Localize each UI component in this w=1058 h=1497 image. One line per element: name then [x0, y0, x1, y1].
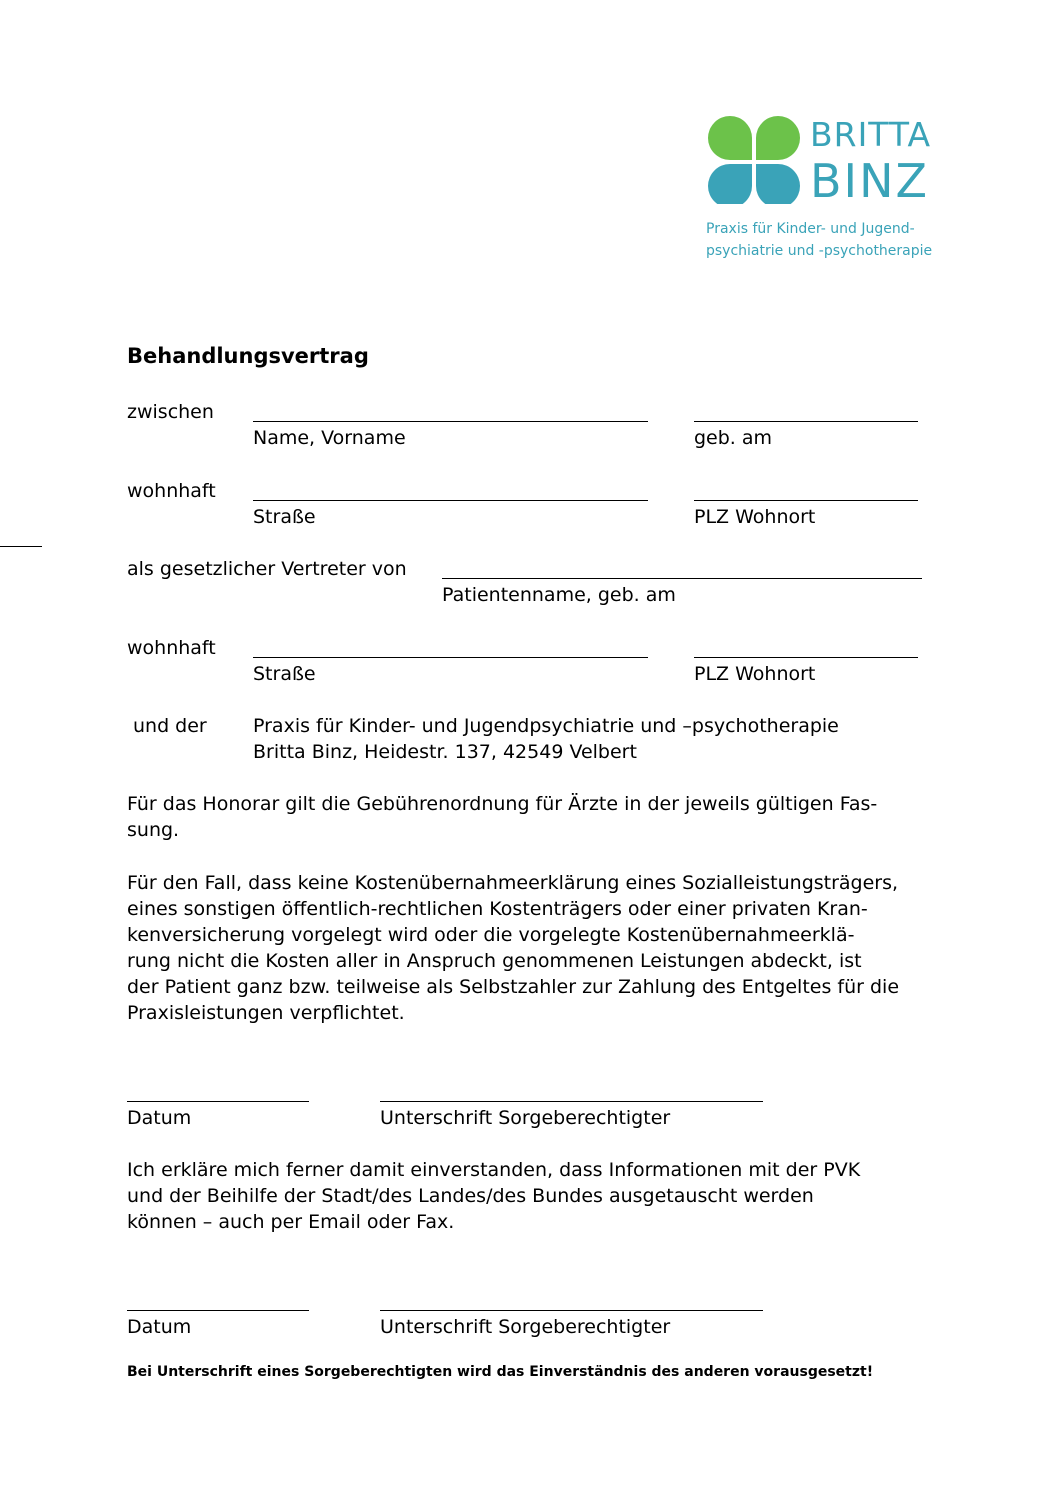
signature-field-line-1[interactable]	[380, 1101, 763, 1102]
patient-caption: Patientenname, geb. am	[442, 584, 676, 606]
city-field-line-2[interactable]	[694, 657, 918, 658]
signature-caption-1: Unterschrift Sorgeberechtigter	[380, 1107, 671, 1129]
birthdate-field-line[interactable]	[694, 421, 918, 422]
clover-icon	[706, 116, 802, 204]
fold-mark	[0, 546, 42, 547]
name-caption: Name, Vorname	[253, 427, 406, 449]
logo-subtitle-line1: Praxis für Kinder- und Jugend-	[706, 221, 915, 237]
consent-footnote: Bei Unterschrift eines Sorgeberechtigten wird das Einverständnis des anderen vorausgesetzt!	[127, 1364, 874, 1380]
date-field-line-1[interactable]	[127, 1101, 309, 1102]
date-field-line-2[interactable]	[127, 1310, 309, 1311]
city-caption-1: PLZ Wohnort	[694, 506, 816, 528]
paragraph-line: und der Beihilfe der Stadt/des Landes/des Bundes ausgetauscht werden	[127, 1185, 814, 1207]
logo-name-first: BRITTA	[810, 115, 932, 154]
street-field-line-1[interactable]	[253, 500, 648, 501]
city-field-line-1[interactable]	[694, 500, 918, 501]
wohnhaft-label-2: wohnhaft	[127, 637, 216, 659]
logo-name-last: BINZ	[810, 154, 930, 208]
paragraph-line: Für das Honorar gilt die Gebührenordnung für Ärzte in der jeweils gültigen Fas-	[127, 793, 878, 815]
date-caption-1: Datum	[127, 1107, 192, 1129]
kosten-paragraph	[127, 870, 947, 1026]
city-caption-2: PLZ Wohnort	[694, 663, 816, 685]
signature-field-line-2[interactable]	[380, 1310, 763, 1311]
vertreter-label: als gesetzlicher Vertreter von	[127, 558, 407, 580]
street-caption-2: Straße	[253, 663, 316, 685]
paragraph-line: eines sonstigen öffentlich-rechtlichen Kostenträgers oder einer privaten Kran-	[127, 898, 868, 920]
logo-subtitle-line2: psychiatrie und -psychotherapie	[706, 243, 933, 259]
name-field-line[interactable]	[253, 421, 648, 422]
wohnhaft-label-1: wohnhaft	[127, 480, 216, 502]
einverstaendnis-paragraph	[127, 1157, 947, 1235]
paragraph-line: Ich erkläre mich ferner damit einverstanden, dass Informationen mit der PVK	[127, 1159, 861, 1181]
paragraph-line: Praxisleistungen verpflichtet.	[127, 1002, 405, 1024]
praxis-name: Praxis für Kinder- und Jugendpsychiatrie und –psychotherapie	[253, 715, 839, 737]
birthdate-caption: geb. am	[694, 427, 773, 449]
praxis-address: Britta Binz, Heidestr. 137, 42549 Velbert	[253, 741, 637, 763]
street-caption-1: Straße	[253, 506, 316, 528]
logo	[706, 116, 956, 266]
honorar-paragraph	[127, 791, 947, 843]
paragraph-line: kenversicherung vorgelegt wird oder die vorgelegte Kostenübernahmeerklä-	[127, 924, 855, 946]
document-title: Behandlungsvertrag	[127, 344, 369, 368]
paragraph-line: Für den Fall, dass keine Kostenübernahmeerklärung eines Sozialleistungsträgers,	[127, 872, 899, 894]
paragraph-line: der Patient ganz bzw. teilweise als Selbstzahler zur Zahlung des Entgeltes für die	[127, 976, 900, 998]
date-caption-2: Datum	[127, 1316, 192, 1338]
signature-caption-2: Unterschrift Sorgeberechtigter	[380, 1316, 671, 1338]
paragraph-line: sung.	[127, 819, 180, 841]
und-der-label: und der	[133, 715, 207, 737]
paragraph-line: rung nicht die Kosten aller in Anspruch genommenen Leistungen abdeckt, ist	[127, 950, 862, 972]
street-field-line-2[interactable]	[253, 657, 648, 658]
patient-field-line[interactable]	[442, 578, 922, 579]
paragraph-line: können – auch per Email oder Fax.	[127, 1211, 455, 1233]
zwischen-label: zwischen	[127, 401, 214, 423]
